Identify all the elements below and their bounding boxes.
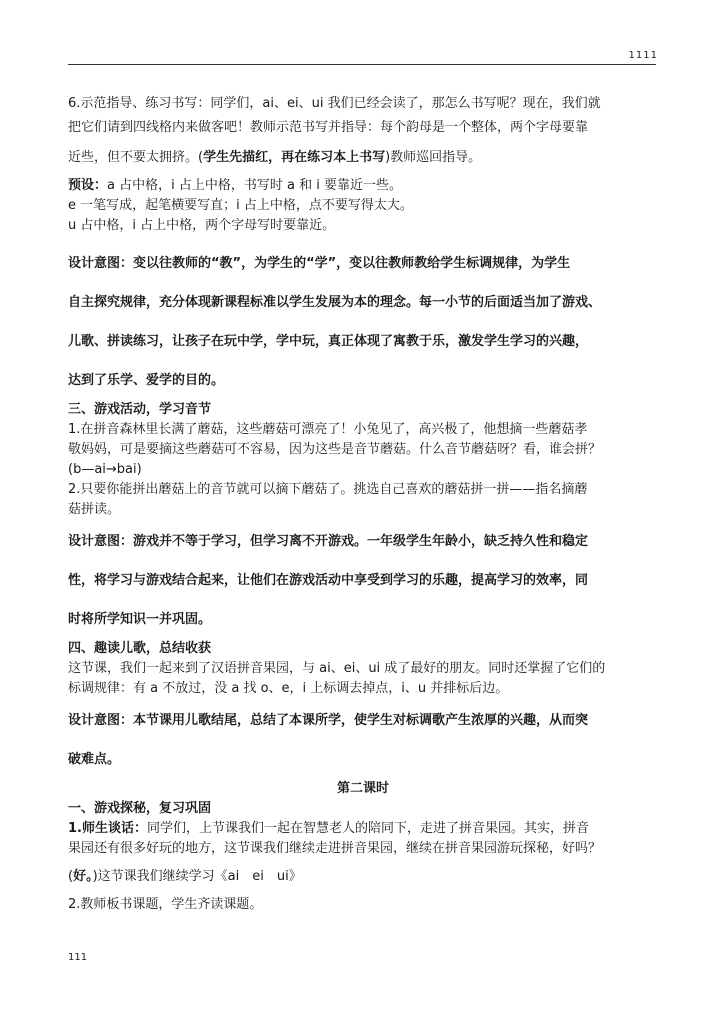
- design-intent1-line1: 设计意图：变以往教师的“教”，为学生的“学”，变以往教师教给学生标调规律，为学生: [68, 256, 571, 271]
- section3-title: 三、游戏活动，学习音节: [68, 402, 212, 417]
- design-intent2-line2: 性，将学习与游戏结合起来，让他们在游戏活动中享受到学习的乐趣，提高学习的效率，同: [68, 573, 589, 588]
- design-intent1-line4: 达到了乐学、爱学的目的。: [68, 373, 225, 388]
- lesson2-item1-line3-b: )这节课我们继续学习《ai ei ui》: [92, 869, 302, 884]
- design-intent3-line2: 破难点。: [68, 752, 121, 767]
- lesson2-item1-text: 同学们，上节课我们一起在智慧老人的陪同下，走进了拼音果园。其实，拼音: [146, 821, 589, 836]
- step6-line3-bold: 学生先描红，再在练习本上书写: [203, 150, 386, 165]
- lesson2-item2: 2.教师板书课题，学生齐读课题。: [68, 897, 263, 912]
- section3-item2-line2: 菇拼读。: [68, 502, 121, 517]
- section4-line2: 标调规律：有 a 不放过，没 a 找 o、e，i 上标调去掉点，i、u 并排标后边。: [68, 681, 509, 696]
- header-page-number: 1111: [628, 50, 658, 61]
- header-rule: [68, 64, 656, 65]
- section3-item1-line3: (b—ai→bai): [68, 462, 142, 477]
- lesson2-item1-line1: [68, 819, 658, 839]
- section3-item2-line1: 2.只要你能拼出蘑菇上的音节就可以摘下蘑菇了。挑选自己喜欢的蘑菇拼一拼——指名摘蘑: [68, 482, 588, 497]
- preset-line2: e 一笔写成，起笔横要写直；i 占上中格，点不要写得太大。: [68, 198, 413, 213]
- design-intent2-line1: 设计意图：游戏并不等于学习，但学习离不开游戏。一年级学生年龄小，缺乏持久性和稳定: [68, 534, 589, 549]
- section4-line1: 这节课，我们一起来到了汉语拼音果园，与 ai、ei、ui 成了最好的朋友。同时还掌握了它们的: [68, 661, 606, 676]
- step6-line3-b: )教师巡回指导。: [385, 150, 482, 165]
- design-intent3-line1: 设计意图：本节课用儿歌结尾，总结了本课所学，使学生对标调歌产生浓厚的兴趣，从而突: [68, 713, 589, 728]
- lesson2-item1-line2: 果园还有很多好玩的地方，这节课我们继续走进拼音果园，继续在拼音果园游玩探秘，好吗？: [68, 841, 602, 856]
- step6-line2: 把它们请到四线格内来做客吧！教师示范书写并指导：每个韵母是一个整体，两个字母要靠: [68, 120, 589, 135]
- section4-title: 四、趣读儿歌，总结收获: [68, 641, 212, 656]
- lesson2-title: 第二课时: [336, 781, 389, 796]
- lesson2-section1-title: 一、游戏探秘，复习巩固: [68, 801, 212, 816]
- lesson2-item1-label: 1.师生谈话：: [68, 821, 147, 836]
- design-intent2-line3: 时将所学知识一并巩固。: [68, 612, 212, 627]
- document-body: [68, 92, 658, 915]
- preset-line3: u 占中格，i 占上中格，两个字母写时要靠近。: [68, 218, 336, 233]
- step6-line3-a: 近些，但不要太拥挤。(: [68, 150, 204, 165]
- footer-page-number: 111: [68, 952, 88, 963]
- section3-item1-line2: 敬妈妈，可是要摘这些蘑菇可不容易，因为这些是音节蘑菇。什么音节蘑菇呀？看，谁会拼？: [68, 442, 602, 457]
- design-intent1-line3: 儿歌、拼读练习，让孩子在玩中学，学中玩，真正体现了寓教于乐，激发学生学习的兴趣，: [68, 334, 589, 349]
- preset-label: 预设：: [68, 178, 108, 193]
- preset-text1: a 占中格，i 占上中格，书写时 a 和 i 要靠近一些。: [107, 178, 402, 193]
- step6-line3: [68, 140, 658, 176]
- section3-item1-line1: 1.在拼音森林里长满了蘑菇，这些蘑菇可漂亮了！小兔见了，高兴极了，他想摘一些蘑菇孝: [68, 422, 588, 437]
- lesson2-item1-line3-a: (: [68, 869, 74, 884]
- step6-line1: 6.示范指导、练习书写：同学们，ai、ei、ui 我们已经会读了，那怎么书写呢？现在，我们就: [68, 96, 601, 111]
- preset-line1: [68, 176, 658, 196]
- lesson2-item1-line3-bold: 好。: [73, 869, 93, 884]
- design-intent1-line2: 自主探究规律，充分体现新课程标准以学生发展为本的理念。每一小节的后面适当加了游戏、: [68, 295, 602, 310]
- lesson2-item1-line3: [68, 859, 658, 895]
